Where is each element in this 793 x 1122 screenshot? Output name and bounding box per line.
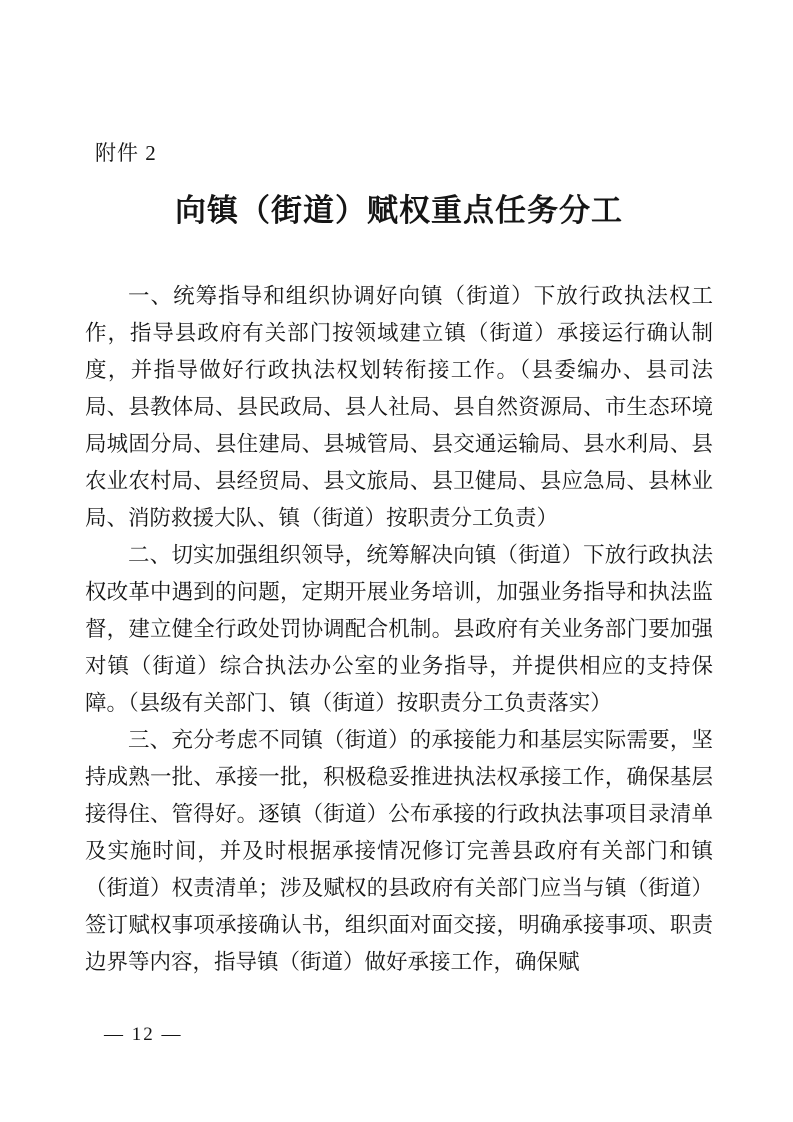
document-body <box>85 278 713 981</box>
paragraph-1: 一、统筹指导和组织协调好向镇（街道）下放行政执法权工作，指导县政府有关部门按领域建立镇（街道）承接运行确认制度，并指导做好行政执法权划转衔接工作。（县委编办、县司法局、县教体局、县民政局、县人社局、县自然资源局、市生态环境局城固分局、县住建局、县城管局、县交通运输局、县水利局、县农业农村局、县经贸局、县文旅局、县卫健局、县应急局、县林业局、消防救援大队、镇（街道）按职责分工负责） <box>85 284 713 530</box>
document-title: 向镇（街道）赋权重点任务分工 <box>175 193 623 228</box>
page-number: — 12 — <box>104 1024 183 1045</box>
paragraph-2: 二、切实加强组织领导，统筹解决向镇（街道）下放行政执法权改革中遇到的问题，定期开展业务培训，加强业务指导和执法监督，建立健全行政处罚协调配合机制。县政府有关业务部门要加强对镇（街道）综合执法办公室的业务指导，并提供相应的支持保障。（县级有关部门、镇（街道）按职责分工负责落实） <box>85 543 713 715</box>
paragraph-3: 三、充分考虑不同镇（街道）的承接能力和基层实际需要，坚持成熟一批、承接一批，积极稳妥推进执法权承接工作，确保基层接得住、管得好。逐镇（街道）公布承接的行政执法事项目录清单及实施时间，并及时根据承接情况修订完善县政府有关部门和镇（街道）权责清单；涉及赋权的县政府有关部门应当与镇（街道）签订赋权事项承接确认书，组织面对面交接，明确承接事项、职责边界等内容，指导镇（街道）做好承接工作，确保赋 <box>85 728 713 974</box>
attachment-label: 附件 2 <box>95 141 157 165</box>
